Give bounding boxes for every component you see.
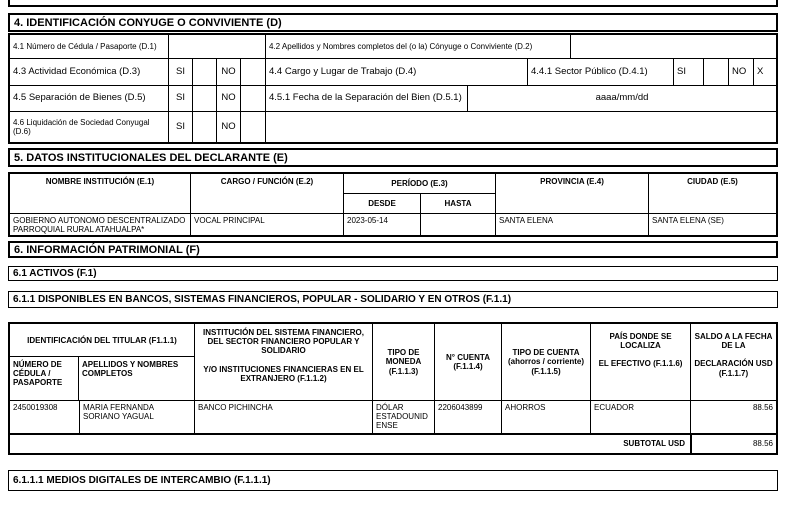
d51-label: 4.5.1 Fecha de la Separación del Bien (D.5.1) <box>265 86 467 111</box>
section6-1-1-1-header <box>8 470 778 491</box>
cuenta-value: 2206043899 <box>434 401 501 433</box>
saldo-value: 88.56 <box>690 401 776 433</box>
provincia-value: SANTA ELENA <box>495 214 648 235</box>
d5-si-label: SI <box>168 86 192 111</box>
section6-1-1-1-title: 6.1.1.1 MEDIOS DIGITALES DE INTERCAMBIO (F.1.1.1) <box>13 475 271 486</box>
section6-1-1-title: 6.1.1 DISPONIBLES EN BANCOS, SISTEMAS FINANCIEROS, POPULAR - SOLIDARIO Y EN OTROS (F.1.1) <box>13 294 512 305</box>
section6-1-title: 6.1 ACTIVOS (F.1) <box>13 268 97 279</box>
col-moneda: TIPO DE MONEDA (F.1.1.3) <box>372 324 434 400</box>
d41-label: 4.4.1 Sector Público (D.4.1) <box>527 59 673 85</box>
d5-label: 4.5 Separación de Bienes (D.5) <box>13 92 146 104</box>
d41-si-label: SI <box>673 59 703 85</box>
subtotal-value: 88.56 <box>690 435 776 453</box>
col-cedula: NÚMERO DE CÉDULA / PASAPORTE <box>10 357 79 400</box>
section5-header <box>8 148 778 167</box>
d41-no-checkbox: X <box>753 59 776 85</box>
accounts-header-row <box>10 324 776 400</box>
col-pais-line2: EL EFECTIVO (F.1.1.6) <box>598 359 683 369</box>
col-tipo-cuenta: TIPO DE CUENTA (ahorros / corriente) (F.1.1.5) <box>501 324 590 400</box>
section4-title: 4. IDENTIFICACIÓN CONYUGE O CONVIVIENTE (D) <box>14 16 282 29</box>
accounts-table <box>8 322 778 455</box>
section5-header-row <box>10 174 776 213</box>
previous-section-bottom-edge <box>8 0 778 7</box>
account-row <box>10 400 776 433</box>
row-d1-d2 <box>10 35 776 58</box>
col-periodo: PERÍODO (E.3) <box>344 174 495 194</box>
col-apellidos: APELLIDOS Y NOMBRES COMPLETOS <box>82 360 179 378</box>
apellidos-value: MARIA FERNANDA SORIANO YAGUAL <box>79 401 194 433</box>
titular-group <box>10 324 194 400</box>
d51-value-field: aaaa/mm/dd <box>467 86 776 111</box>
d5-si-checkbox <box>192 86 216 111</box>
section5-data-row <box>10 213 776 235</box>
d6-no-label: NO <box>216 112 240 142</box>
col-nombre-institucion: NOMBRE INSTITUCIÓN (E.1) <box>45 177 155 186</box>
d3-no-checkbox <box>240 59 265 85</box>
section5-table <box>8 172 778 237</box>
d3-si-checkbox <box>192 59 216 85</box>
col-institucion-line1: INSTITUCIÓN DEL SISTEMA FINANCIERO, DEL SECTOR FINANCIERO POPULAR Y SOLIDARIO <box>203 328 364 356</box>
section6-1-header <box>8 266 778 281</box>
col-pais <box>590 324 690 400</box>
col-saldo <box>690 324 776 400</box>
d41-si-checkbox <box>703 59 728 85</box>
col-saldo-line2: DECLARACIÓN USD (F.1.1.7) <box>694 359 773 378</box>
section6-1-1-header <box>8 291 778 308</box>
section5-title: 5. DATOS INSTITUCIONALES DEL DECLARANTE (E) <box>14 151 288 164</box>
d41-no-label: NO <box>728 59 753 85</box>
col-periodo-group <box>343 174 495 213</box>
pais-value: ECUADOR <box>590 401 690 433</box>
col-pais-line1: PAÍS DONDE SE LOCALIZA <box>609 332 672 351</box>
row-d6 <box>10 111 776 142</box>
d1-value-field <box>168 35 265 58</box>
d6-no-checkbox <box>240 112 265 142</box>
row-d5 <box>10 85 776 111</box>
section4-header <box>8 13 778 32</box>
col-desde: DESDE <box>344 194 421 213</box>
d6-extra-cell <box>265 112 776 142</box>
col-ciudad: CIUDAD (E.5) <box>648 174 776 213</box>
d4-label: 4.4 Cargo y Lugar de Trabajo (D.4) <box>265 59 527 85</box>
d3-label: 4.3 Actividad Económica (D.3) <box>13 65 141 77</box>
section4-table <box>8 33 778 144</box>
row-d3-d4 <box>10 58 776 85</box>
hasta-value <box>420 214 495 235</box>
cargo-funcion-value: VOCAL PRINCIPAL <box>190 214 343 235</box>
d2-label: 4.2 Apellidos y Nombres completos del (o la) Cónyuge o Conviviente (D.2) <box>265 35 570 58</box>
d5-no-checkbox <box>240 86 265 111</box>
d3-si-label: SI <box>168 59 192 85</box>
tipo-cuenta-value: AHORROS <box>501 401 590 433</box>
cedula-value: 2450019308 <box>13 403 58 412</box>
d2-value-field <box>570 35 776 58</box>
d3-no-label: NO <box>216 59 240 85</box>
d1-label: 4.1 Número de Cédula / Pasaporte (D.1) <box>13 41 157 51</box>
col-saldo-line1: SALDO A LA FECHA DE LA <box>694 332 773 351</box>
col-provincia: PROVINCIA (E.4) <box>495 174 648 213</box>
col-cargo-funcion: CARGO / FUNCIÓN (E.2) <box>190 174 343 213</box>
d6-si-checkbox <box>192 112 216 142</box>
d6-label: 4.6 Liquidación de Sociedad Conyugal (D.6) <box>13 117 150 136</box>
d5-no-label: NO <box>216 86 240 111</box>
d6-si-label: SI <box>168 112 192 142</box>
col-institucion <box>194 324 372 400</box>
titular-group-label: IDENTIFICACIÓN DEL TITULAR (F1.1.1) <box>10 324 194 357</box>
subtotal-row <box>10 433 776 453</box>
section6-title: 6. INFORMACIÓN PATRIMONIAL (F) <box>14 243 200 256</box>
subtotal-label: SUBTOTAL USD <box>623 439 685 449</box>
desde-value: 2023-05-14 <box>343 214 420 235</box>
nombre-institucion-value: GOBIERNO AUTONOMO DESCENTRALIZADO PARROQUIAL RURAL ATAHUALPA* <box>13 216 186 235</box>
col-cuenta: N° CUENTA (F.1.1.4) <box>434 324 501 400</box>
col-institucion-line2: Y/O INSTITUCIONES FINANCIERAS EN EL EXTRANJERO (F.1.1.2) <box>203 364 364 383</box>
moneda-value: DÓLAR ESTADOUNIDENSE <box>372 401 434 433</box>
institucion-value: BANCO PICHINCHA <box>194 401 372 433</box>
section6-header <box>8 241 778 258</box>
ciudad-value: SANTA ELENA (SE) <box>648 214 776 235</box>
col-hasta: HASTA <box>444 198 472 208</box>
